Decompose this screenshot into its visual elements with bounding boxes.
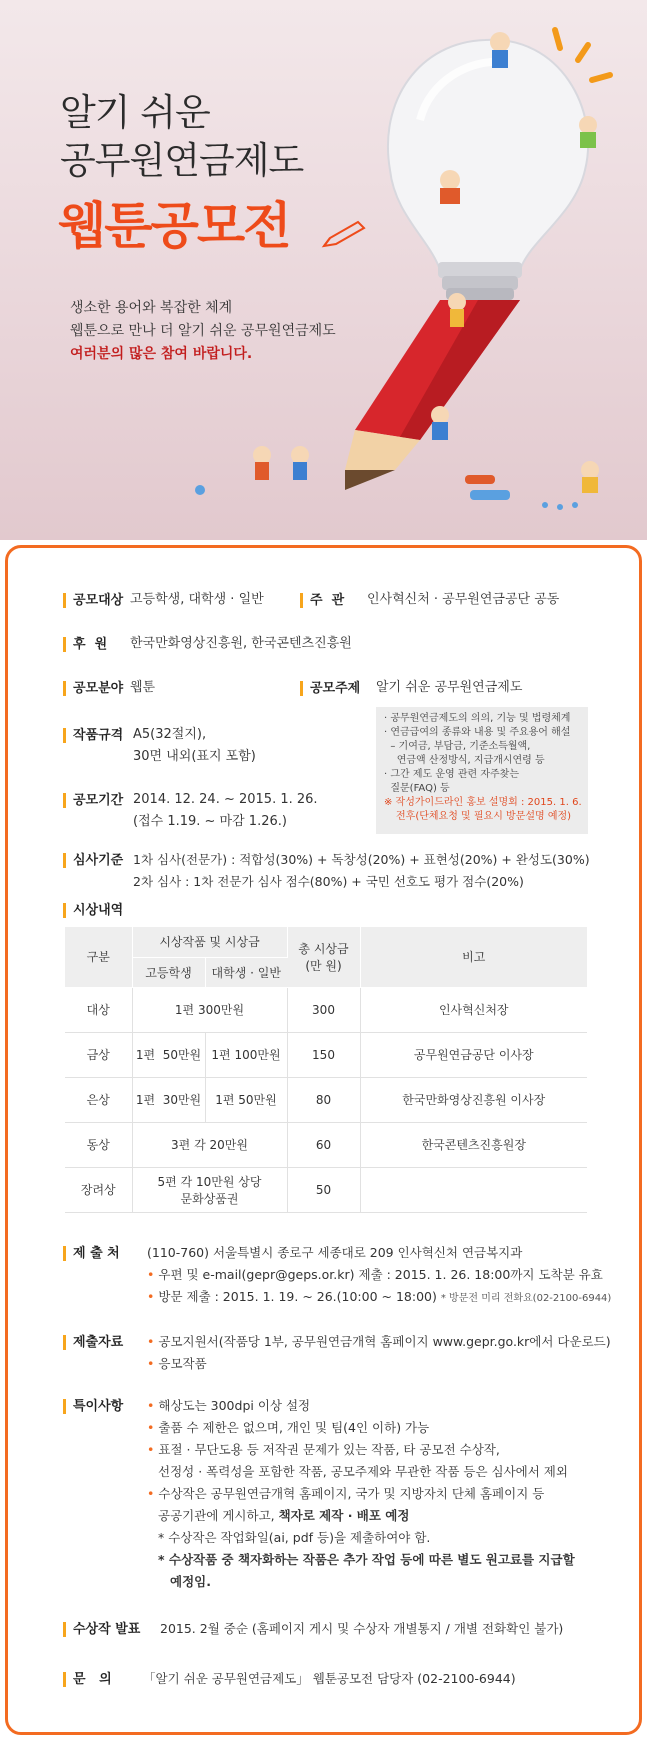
table-row bbox=[65, 1122, 587, 1167]
notes-item: • 표절 · 무단도용 등 저작권 문제가 있는 작품, 타 공모전 수상작, bbox=[147, 1442, 500, 1457]
contact-value: 「알기 쉬운 공무원연금제도」 웹툰공모전 담당자 (02-2100-6944) bbox=[143, 1671, 516, 1686]
judge-value-2: 2차 심사 : 1차 전문가 심사 점수(80%) + 국민 선호도 평가 점수(20%) bbox=[133, 874, 524, 889]
prize-label: 시상내역 bbox=[63, 903, 123, 918]
hero-desc-line3: 여러분의 많은 참여 바랍니다. bbox=[70, 346, 253, 362]
notes-item-cont: * 수상작품 중 책자화하는 작품은 추가 작업 등에 따른 별도 원고료를 지급할 bbox=[158, 1552, 575, 1567]
sponsor-value: 한국만화영상진흥원, 한국콘텐츠진흥원 bbox=[130, 636, 352, 651]
target-label: 공모대상 bbox=[63, 593, 123, 608]
notes-item-cont: 선정성 · 폭력성을 포함한 작품, 공모주제와 무관한 작품 등은 심사에서 제외 bbox=[158, 1464, 568, 1479]
notes-item-cont: * 수상작은 작업화일(ai, pdf 등)을 제출하여야 함. bbox=[158, 1530, 431, 1545]
row-prize bbox=[132, 1167, 287, 1212]
theme-item: 연금액 산정방식, 지급개시연령 등 bbox=[384, 755, 545, 766]
materials-item-text: 응모작품 bbox=[158, 1356, 207, 1371]
row-total: 80 bbox=[287, 1077, 360, 1122]
submit-address: (110-760) 서울특별시 종로구 세종대로 209 인사혁신처 연금복지과 bbox=[147, 1245, 523, 1260]
hero-desc-line2: 웹툰으로 만나 더 알기 쉬운 공무원연금제도 bbox=[70, 323, 336, 339]
table-row bbox=[65, 1077, 587, 1122]
row-total: 300 bbox=[287, 987, 360, 1032]
pencil-icon bbox=[320, 220, 366, 250]
row-name: 은상 bbox=[65, 1077, 132, 1122]
judge-label: 심사기준 bbox=[63, 853, 123, 868]
row-prize: 3편 각 20만원 bbox=[132, 1122, 287, 1167]
period-value-1: 2014. 12. 24. ~ 2015. 1. 26. bbox=[133, 792, 318, 807]
submit-visit-note: * 방문전 미리 전화요(02-2100-6944) bbox=[440, 1293, 612, 1304]
spec-label: 작품규격 bbox=[63, 728, 123, 743]
header-university: 대학생 · 일반 bbox=[205, 957, 287, 987]
header-highschool: 고등학생 bbox=[132, 957, 205, 987]
row-prize-university: 1편 50만원 bbox=[205, 1077, 287, 1122]
spec-value-2: 30면 내외(표지 포함) bbox=[133, 749, 256, 764]
announce-label: 수상작 발표 bbox=[63, 1622, 140, 1637]
row-prize-highschool: 1편 30만원 bbox=[132, 1077, 205, 1122]
judge-value-1: 1차 심사(전문가) : 적합성(30%) + 독창성(20%) + 표현성(20%) + 완성도(30%) bbox=[133, 852, 590, 867]
theme-item: – 기여금, 부담금, 기준소득월액, bbox=[384, 741, 531, 752]
hero-desc-line1: 생소한 용어와 복잡한 체계 bbox=[70, 300, 233, 316]
notes-item: • 출품 수 제한은 없으며, 개인 및 팀(4인 이하) 가능 bbox=[147, 1420, 430, 1435]
row-name: 동상 bbox=[65, 1122, 132, 1167]
spec-value-1: A5(32절지), bbox=[133, 727, 207, 742]
table-row bbox=[65, 1167, 587, 1212]
target-value: 고등학생, 대학생 · 일반 bbox=[130, 592, 264, 607]
table-row bbox=[65, 987, 587, 1032]
row-prize-line1: 5편 각 10만원 상당 bbox=[157, 1174, 262, 1189]
host-label: 주 관 bbox=[300, 593, 344, 608]
theme-item: · 공무원연금제도의 의의, 기능 및 법령체계 bbox=[384, 713, 571, 724]
sponsor-label: 후 원 bbox=[63, 637, 107, 652]
period-value-2: (접수 1.19. ~ 마감 1.26.) bbox=[133, 814, 287, 829]
header-total-line1: 총 시상금 bbox=[298, 941, 349, 956]
table-row bbox=[65, 1032, 587, 1077]
notes-item-text: 공공기관에 게시하고, bbox=[158, 1508, 279, 1523]
period-label: 공모기간 bbox=[63, 793, 123, 808]
lightbulb-glass bbox=[388, 40, 588, 270]
submit-mail-text: 우편 및 e-mail(gepr@geps.or.kr) 제출 : 2015. 1. 26. 18:00까지 도착분 유효 bbox=[158, 1267, 603, 1282]
submit-label: 제 출 처 bbox=[63, 1246, 120, 1261]
submit-visit-text: 방문 제출 : 2015. 1. 19. ~ 26.(10:00 ~ 18:00) bbox=[158, 1289, 437, 1304]
row-note: 공무원연금공단 이사장 bbox=[360, 1032, 587, 1077]
notes-item: • 해상도는 300dpi 이상 설정 bbox=[147, 1398, 311, 1413]
row-prize-line2: 문화상품권 bbox=[180, 1191, 239, 1206]
row-name: 금상 bbox=[65, 1032, 132, 1077]
field-label: 공모분야 bbox=[63, 681, 123, 696]
materials-item-text: 공모지원서(작품당 1부, 공무원연금개혁 홈페이지 www.gepr.go.kr에서 다운로드) bbox=[158, 1334, 611, 1349]
theme-note: ※ 작성가이드라인 홍보 설명회 : 2015. 1. 6. bbox=[384, 797, 582, 808]
theme-details-box bbox=[376, 707, 588, 834]
submit-mail: • 우편 및 e-mail(gepr@geps.or.kr) 제출 : 2015. 1. 26. 18:00까지 도착분 유효 bbox=[147, 1267, 603, 1282]
header-category: 구분 bbox=[65, 927, 132, 987]
notes-item-text: 수상작은 공무원연금개혁 홈페이지, 국가 및 지방자치 단체 홈페이지 등 bbox=[158, 1486, 545, 1501]
row-note: 한국콘텐츠진흥원장 bbox=[360, 1122, 587, 1167]
header-group: 시상작품 및 시상금 bbox=[132, 927, 287, 957]
theme-item: · 연금급여의 종류와 내용 및 주요용어 해설 bbox=[384, 727, 571, 738]
row-note: 한국만화영상진흥원 이사장 bbox=[360, 1077, 587, 1122]
notes-item-cont bbox=[158, 1505, 409, 1527]
theme-item: · 그간 제도 운영 관련 자주찾는 bbox=[384, 769, 519, 780]
announce-value: 2015. 2월 중순 (홈페이지 게시 및 수상자 개별통지 / 개별 전화확인 불가) bbox=[160, 1621, 564, 1636]
theme-label: 공모주제 bbox=[300, 681, 360, 696]
lightbulb-pencil-illustration bbox=[0, 0, 647, 540]
materials-item: • 공모지원서(작품당 1부, 공무원연금개혁 홈페이지 www.gepr.go.kr에서 다운로드) bbox=[147, 1334, 611, 1349]
row-name: 대상 bbox=[65, 987, 132, 1032]
header-total-line2: (만 원) bbox=[305, 958, 342, 973]
row-prize: 1편 300만원 bbox=[132, 987, 287, 1032]
hero-title-line1: 알기 쉬운 bbox=[60, 91, 210, 134]
materials-item: • 응모작품 bbox=[147, 1356, 207, 1371]
hero-title-main: 웹툰공모전 bbox=[58, 197, 290, 255]
hero-banner bbox=[0, 0, 647, 540]
prize-table bbox=[65, 927, 587, 1213]
notes-item-cont: 예정임. bbox=[170, 1574, 211, 1589]
notes-item-bold: 책자로 제작 · 배포 예정 bbox=[278, 1508, 410, 1523]
contact-label: 문 의 bbox=[63, 1672, 112, 1687]
row-total: 50 bbox=[287, 1167, 360, 1212]
theme-note: 전후(단체요청 및 필요시 방문설명 예정) bbox=[396, 811, 572, 822]
host-value: 인사혁신처 · 공무원연금공단 공동 bbox=[367, 592, 560, 607]
row-total: 150 bbox=[287, 1032, 360, 1077]
header-total bbox=[287, 927, 360, 987]
notes-label: 특이사항 bbox=[63, 1399, 123, 1414]
row-note: 인사혁신처장 bbox=[360, 987, 587, 1032]
notes-item-text: 해상도는 300dpi 이상 설정 bbox=[158, 1398, 311, 1413]
notes-item: • 수상작은 공무원연금개혁 홈페이지, 국가 및 지방자치 단체 홈페이지 등 bbox=[147, 1486, 545, 1501]
row-prize-university: 1편 100만원 bbox=[205, 1032, 287, 1077]
submit-visit: • 방문 제출 : 2015. 1. 19. ~ 26.(10:00 ~ 18:00) * 방문전 미리 전화요(02-2100-6944) bbox=[147, 1289, 612, 1304]
notes-item-text: 표절 · 무단도용 등 저작권 문제가 있는 작품, 타 공모전 수상작, bbox=[158, 1442, 500, 1457]
header-note: 비고 bbox=[360, 927, 587, 987]
theme-value: 알기 쉬운 공무원연금제도 bbox=[376, 680, 523, 695]
field-value: 웹툰 bbox=[130, 680, 156, 695]
hero-title-line2: 공무원연금제도 bbox=[60, 139, 304, 182]
row-total: 60 bbox=[287, 1122, 360, 1167]
theme-item: 질문(FAQ) 등 bbox=[384, 783, 450, 794]
notes-item-text: 출품 수 제한은 없으며, 개인 및 팀(4인 이하) 가능 bbox=[158, 1420, 430, 1435]
row-name: 장려상 bbox=[65, 1167, 132, 1212]
row-note bbox=[360, 1167, 587, 1212]
row-prize-highschool: 1편 50만원 bbox=[132, 1032, 205, 1077]
materials-label: 제출자료 bbox=[63, 1335, 123, 1350]
